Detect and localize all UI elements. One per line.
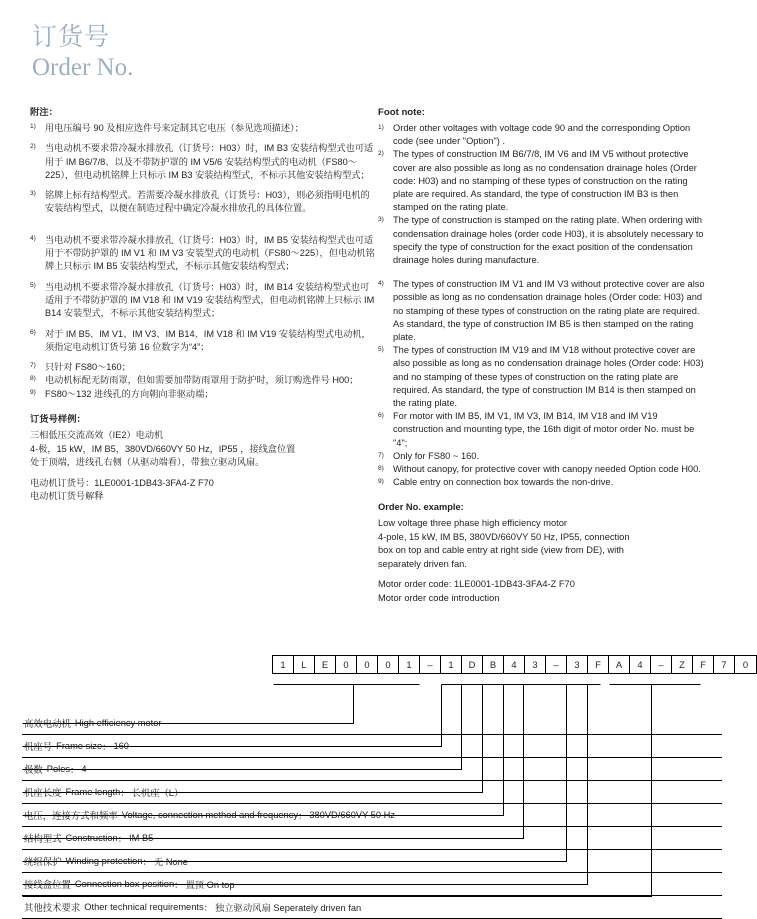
- order-example-heading-cn: 订货号样例：: [30, 414, 86, 425]
- footnote-text: Cable entry on connection box towards the non-drive.: [393, 477, 614, 488]
- footnote-text: 对于 IM B5、IM V1、IM V3、IM B14、IM V18 和 IM V19 安装结构型式电动机，须指定电动机订货号第 16 位数字为“4”；: [45, 328, 371, 352]
- legend-value: 4: [81, 764, 87, 774]
- page-title: [32, 22, 133, 83]
- page-title-en: Order No.: [32, 54, 134, 81]
- legend-sep: ：: [142, 857, 152, 867]
- footnote-marker: 1): [30, 123, 36, 130]
- legend-label-en: Voltage, connection method and frequency: [121, 810, 299, 820]
- footnote-en-9: [378, 476, 708, 489]
- footnote-text: For motor with IM B5, IM V1, IM V3, IM B14, IM V18 and IM V19 construction and mounting type, the 16th digit of motor order No. must be "4";: [393, 411, 695, 448]
- footnote-text: FS80～132 进线孔的方向朝向非驱动端；: [45, 388, 214, 399]
- footnotes-en-heading: Foot note:: [378, 107, 425, 118]
- spacer: [30, 223, 378, 234]
- footnote-text: Without canopy, for protective cover with canopy needed Option code H00.: [393, 464, 701, 475]
- spacer: [30, 470, 378, 477]
- legend-label-en: Connection box position: [74, 879, 175, 889]
- footnotes-chinese-column: [30, 106, 378, 504]
- order-code-cell-9: 1: [441, 656, 462, 673]
- order-example-heading-en: Order No. example:: [378, 502, 464, 513]
- footnotes-english-column: [378, 106, 708, 605]
- legend-row-connection-box: [22, 873, 722, 896]
- order-code-cell-23: 0: [742, 658, 749, 670]
- legend-value: 独立驱动风扇 Seperately driven fan: [214, 903, 362, 913]
- legend-row-frame-size: [22, 735, 722, 758]
- footnote-text: 只针对 FS80～160；: [45, 362, 131, 373]
- footnote-cn-5: [30, 281, 378, 321]
- legend-row-voltage: [22, 804, 722, 827]
- order-code-cell-2: L: [294, 656, 315, 673]
- order-code-cell-7: 1: [399, 656, 420, 673]
- footnote-cn-2: [30, 142, 378, 182]
- order-example-line-cn: 处于顶端，进线孔右侧（从驱动端看），带独立驱动风扇。: [30, 457, 265, 468]
- footnote-text: 当电动机不要求带冷凝水排放孔（订货号：H03）时，IM B14 安装结构型式也可适用于不带防护罩的 IM V18 和 IM V19 安装结构型式，但电动机铭牌上只标示 IM B14 安装型式，不标示其他安装结构型式；: [45, 281, 375, 319]
- spacer: [378, 489, 708, 500]
- legend-sep: ：: [203, 903, 213, 913]
- footnote-marker: 9): [378, 478, 384, 486]
- order-code-cell-11: B: [483, 656, 504, 673]
- footnote-marker: 2): [30, 143, 36, 151]
- order-example-line-en: 4-pole, 15 kW, IM B5, 380VD/660VY 50 Hz, IP55, connection: [378, 531, 630, 542]
- order-example-line-cn: 三相低压交流高效（IE2）电动机: [30, 430, 164, 441]
- order-code-legend: [22, 712, 722, 919]
- legend-value: 160: [113, 741, 129, 751]
- order-code-cell-16: F: [588, 656, 609, 673]
- order-code-cell-1: 1: [273, 656, 294, 673]
- order-code-cell-6: 0: [378, 656, 399, 673]
- legend-label-en: Construction: [65, 833, 118, 843]
- legend-sep: ：: [120, 788, 130, 798]
- footnote-marker: 2): [378, 150, 384, 158]
- legend-label-en: Poles: [46, 764, 71, 774]
- footnote-marker: 3): [378, 216, 384, 224]
- order-code-cell-13: 3: [525, 656, 546, 673]
- footnote-text: 电动机标配无防雨罩，但如需要加带防雨罩用于防护时，须订购选件号 H00；: [45, 375, 359, 386]
- order-code-cell-12: 4: [504, 656, 525, 673]
- spacer: [378, 267, 708, 278]
- footnote-marker: 6): [30, 328, 36, 336]
- legend-value: 长机座（L）: [131, 788, 184, 798]
- order-example-line-en: Low voltage three phase high efficiency motor: [378, 518, 567, 529]
- order-code-line-en: Motor order code: 1LE0001-1DB43-3FA4-Z F70: [378, 579, 575, 590]
- spacer: [378, 571, 708, 578]
- footnote-en-1: [378, 122, 708, 148]
- legend-sep: ：: [117, 834, 128, 844]
- footnote-marker: 3): [30, 190, 36, 198]
- legend-row-other-requirements: [22, 896, 722, 919]
- footnote-en-2: [378, 148, 708, 214]
- footnote-en-4: [378, 278, 708, 344]
- footnote-text: 用电压编号 90 及相应选件号来定制其它电压（参见选项描述）；: [45, 123, 304, 133]
- legend-row-efficiency: [22, 712, 722, 735]
- footnote-text: The types of construction IM B6/7/8, IM V6 and IM V5 without protective cover are also possible as long as no condensation drainage holes (Order code: H03) and no stamping of these types of construction on the rating plate are required. As standard, the type of construction IM B3 is then stamped on the rating plate.: [393, 149, 697, 213]
- legend-label-cn: 绕组保护: [24, 856, 62, 867]
- footnote-text: Order other voltages with voltage code 90 and the corresponding Option code (see under "Option") .: [393, 123, 691, 147]
- footnote-cn-9: [30, 388, 378, 401]
- order-code-cell-21: F: [693, 656, 714, 673]
- order-code-cell-8: –: [420, 656, 441, 673]
- spacer: [30, 401, 378, 412]
- footnote-marker: 7): [378, 451, 384, 459]
- order-code-cell-19: –: [651, 656, 672, 673]
- footnote-marker: 4): [30, 234, 36, 242]
- legend-label-cn: 极数: [24, 764, 43, 775]
- order-code-cell-18: 4: [630, 656, 651, 673]
- order-code-cell-3: E: [315, 656, 336, 673]
- footnote-en-5: [378, 344, 708, 410]
- footnote-cn-1: [30, 122, 378, 135]
- footnote-text: 铭牌上标有结构型式。若需要冷凝水排放孔（订货号：H03），则必须指明电机的安装结构型式，以便在制造过程中确定冷凝水排放孔的具体位置。: [45, 190, 370, 214]
- footnote-text: 当电动机不要求带冷凝水排放孔（订货号：H03）时，IM B5 安装结构型式也可适用于不带防护罩的 IM V1 和 IM V3 安装型式的电动机（FS80～225），但电动机铭牌上只标示 IM B5 安装结构型式，不标示其他安装结构型式；: [45, 234, 375, 272]
- legend-label-en: Winding protection: [65, 856, 143, 866]
- footnote-text: The types of construction IM V1 and IM V3 without protective cover are also possible as long as no condensation drainage holes (Order code: H03) and no stamping of these types of construction on the rating plate are required. As standard, the type of construction IM B5 is then stamped on the rating plate.: [393, 279, 705, 343]
- legend-label-en: Frame length: [65, 787, 121, 797]
- legend-label-cn: 机座长度: [24, 787, 62, 798]
- footnotes-cn-heading: 附注：: [30, 107, 58, 117]
- footnote-en-8: [378, 463, 708, 476]
- footnote-cn-8: [30, 374, 378, 387]
- legend-label-en: Other technical requirements: [84, 902, 204, 912]
- legend-sep: ：: [102, 742, 112, 752]
- order-example-line-en: box on top and cable entry at right side (view from DE), with: [378, 545, 624, 556]
- legend-label-en: Frame size: [56, 741, 103, 751]
- legend-label-cn: 电压，连接方式和频率: [24, 810, 118, 821]
- order-code-cell-4: 0: [336, 656, 357, 673]
- order-example-line-en: separately driven fan.: [378, 558, 467, 569]
- footnote-en-3: [378, 214, 708, 267]
- footnote-marker: 7): [30, 362, 36, 370]
- legend-label-cn: 机座号: [24, 741, 53, 752]
- order-code-explain-cn: 电动机订货号解释: [30, 491, 104, 502]
- footnote-en-6: [378, 410, 708, 450]
- footnote-cn-4: [30, 234, 378, 274]
- footnote-marker: 4): [378, 280, 384, 288]
- legend-row-frame-length: [22, 781, 722, 804]
- footnote-marker: 8): [378, 465, 384, 473]
- legend-value: 置顶 On top: [185, 880, 235, 890]
- legend-row-construction: [22, 827, 722, 850]
- legend-label-en: High efficiency motor: [74, 718, 162, 728]
- footnote-marker: 8): [30, 375, 36, 383]
- footnote-cn-3: [30, 189, 378, 216]
- footnote-marker: 9): [30, 388, 36, 396]
- order-code-cell-22: 7: [714, 656, 735, 673]
- footnote-text: The types of construction IM V19 and IM V18 without protective cover are also possible as long as no condensation drainage holes (Order code: H03) and no stamping of these types of construction on the rating plate are required. As standard, the type of construction IM B14 is then stamped on the rating plate.: [393, 345, 704, 409]
- order-code-cell-10: D: [462, 656, 483, 673]
- legend-label-cn: 接线盒位置: [24, 879, 71, 890]
- order-code-cell-20: Z: [672, 656, 693, 673]
- page-title-cn: 订货号: [32, 22, 111, 51]
- legend-sep: ：: [174, 880, 184, 890]
- footnote-text: 当电动机不要求带冷凝水排放孔（订货号：H03）时，IM B3 安装结构型式也可适用于 IM B6/7/8、以及不带防护罩的 IM V5/6 安装结构型式的电动机（FS80～225），但电动机铭牌上只标示 IM B3 安装结构型式，不标示其他安装结构型式；: [45, 143, 374, 180]
- order-code-explain-en: Motor order code introduction: [378, 592, 500, 603]
- order-code-cell-14: –: [546, 656, 567, 673]
- footnote-text: The type of construction is stamped on the rating plate. When ordering with condensation drainage holes (order code H03), it is absolutely necessary to specify the type of construction for the exact position of the condensation drainage holes during manufacture.: [393, 215, 704, 266]
- legend-label-cn: 结构型式: [24, 833, 62, 844]
- legend-label-cn: 其他技术要求: [24, 902, 81, 913]
- legend-value: 380VD/660VY 50 Hz: [309, 810, 395, 820]
- legend-value: IM B5: [129, 833, 154, 843]
- footnote-cn-6: [30, 328, 378, 355]
- legend-row-poles: [22, 758, 722, 781]
- order-example-line-cn: 4-极，15 kW，IM B5，380VD/660VY 50 Hz，IP55 ，接线盒位置: [30, 443, 296, 454]
- footnote-marker: 1): [378, 124, 384, 131]
- order-code-cell-15: 3: [567, 656, 588, 673]
- order-code-cell-17: A: [609, 656, 630, 673]
- footnote-cn-7: [30, 361, 378, 374]
- footnote-en-7: [378, 450, 708, 463]
- legend-row-winding-protection: [22, 850, 722, 873]
- footnote-text: Only for FS80 ~ 160.: [393, 450, 480, 461]
- footnote-marker: 5): [30, 281, 36, 289]
- order-code-line-cn: 电动机订货号：1LE0001-1DB43-3FA4-Z F70: [30, 477, 214, 488]
- legend-sep: ：: [70, 765, 80, 775]
- order-code-boxes: [272, 655, 757, 674]
- legend-value: 无 None: [153, 857, 188, 867]
- footnote-marker: 5): [378, 346, 384, 354]
- order-code-cell-5: 0: [357, 656, 378, 673]
- legend-sep: ：: [298, 811, 308, 821]
- legend-label-cn: 高效电动机: [24, 718, 71, 729]
- footnote-marker: 6): [378, 412, 384, 420]
